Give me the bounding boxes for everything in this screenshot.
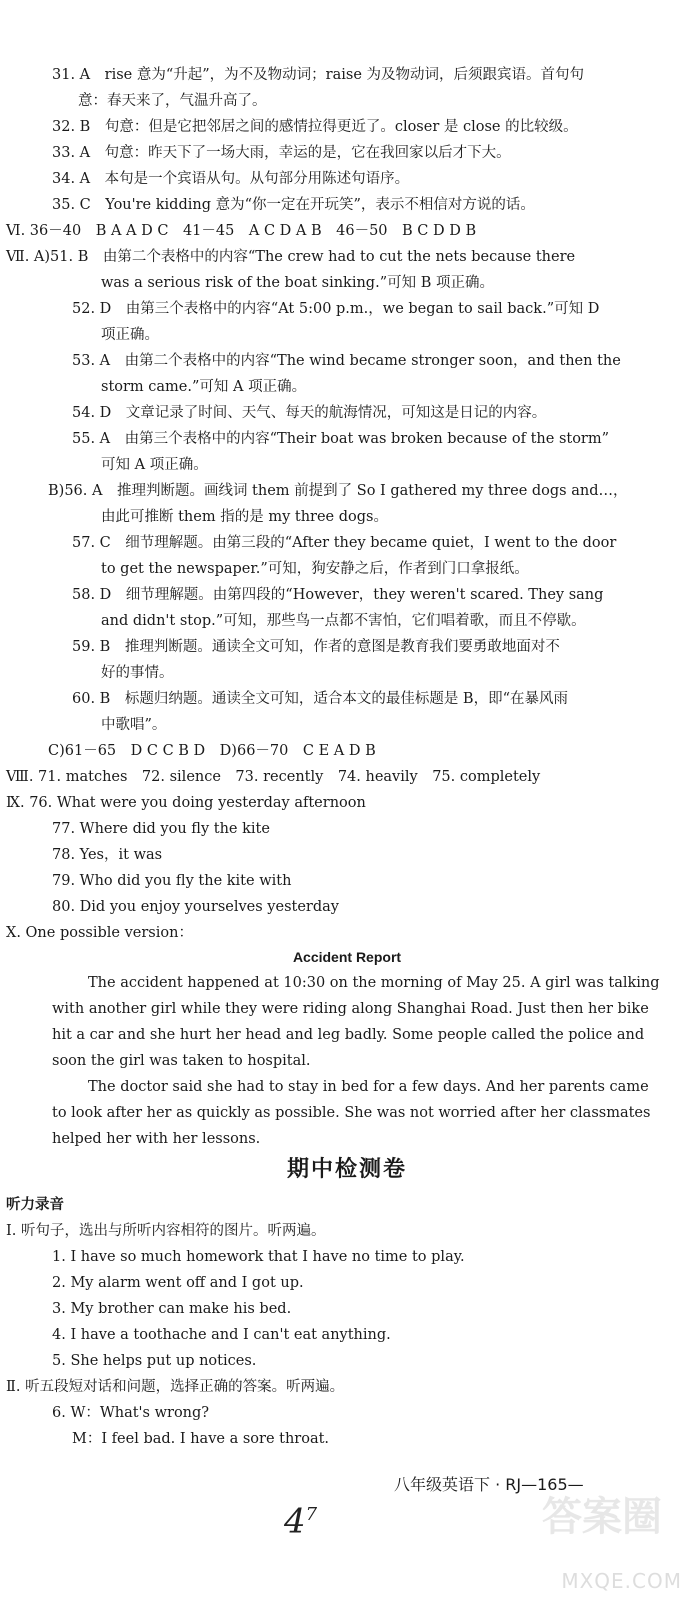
section-10-label: Ⅹ. One possible version：	[6, 925, 193, 941]
answer-53-line2: storm came.”可知 A 项正确。	[101, 379, 307, 395]
answer-56-line2: 由此可推断 them 指的是 my three dogs。	[101, 509, 388, 525]
listening-item-6: 6. W：What's wrong?	[52, 1405, 210, 1421]
answer-56-line1: B)56. A 推理判断题。画线词 them 前提到了 So I gathered my three dogs and…，	[48, 483, 628, 499]
answer-57-line1: 57. C 细节理解题。由第三段的“After they became quiet，I went to the door	[72, 535, 617, 551]
section-8-answers: Ⅷ. 71. matches 72. silence 73. recently 74. heavily 75. completely	[6, 769, 541, 785]
answer-33: 33. A 句意：昨天下了一场大雨，幸运的是，它在我回家以后才下大。	[52, 145, 511, 161]
answer-51-line2: was a serious risk of the boat sinking.”可知 B 项正确。	[101, 275, 494, 291]
answer-79: 79. Who did you fly the kite with	[52, 873, 292, 889]
essay-line-3: hit a car and she hurt her head and leg badly. Some people called the police and	[52, 1027, 645, 1043]
answer-31-line2: 意：春天来了，气温升高了。	[78, 93, 267, 109]
page-footer: 八年级英语下 · RJ—165—	[394, 1475, 584, 1494]
essay-line-6: to look after her as quickly as possible. She was not worried after her classmates	[52, 1105, 651, 1121]
answer-58-line1: 58. D 细节理解题。由第四段的“However，they weren't scared. They sang	[72, 587, 604, 603]
answer-55-line1: 55. A 由第三个表格中的内容“Their boat was broken because of the storm”	[72, 431, 610, 447]
watermark-logo: 答案圈	[542, 1494, 662, 1540]
listening-item-4: 4. I have a toothache and I can't eat anything.	[52, 1327, 391, 1343]
section-1-instructions: Ⅰ. 听句子，选出与所听内容相符的图片。听两遍。	[6, 1223, 326, 1239]
essay-line-7: helped her with her lessons.	[52, 1131, 261, 1147]
answer-60-line1: 60. B 标题归纳题。通读全文可知，适合本文的最佳标题是 B，即“在暴风雨	[72, 691, 568, 707]
answer-35: 35. C You're kidding 意为“你一定在开玩笑”，表示不相信对方说的话。	[52, 197, 535, 213]
answer-54: 54. D 文章记录了时间、天气、每天的航海情况，可知这是日记的内容。	[72, 405, 547, 421]
answer-53-line1: 53. A 由第二个表格中的内容“The wind became stronger soon，and then the	[72, 353, 621, 369]
answer-57-line2: to get the newspaper.”可知，狗安静之后，作者到门口拿报纸。	[101, 561, 529, 577]
essay-line-4: soon the girl was taken to hospital.	[52, 1053, 311, 1069]
answer-76: Ⅸ. 76. What were you doing yesterday afternoon	[6, 795, 366, 811]
listening-item-5: 5. She helps put up notices.	[52, 1353, 257, 1369]
answer-80: 80. Did you enjoy yourselves yesterday	[52, 899, 339, 915]
answer-52-line2: 项正确。	[101, 327, 159, 343]
listening-item-3: 3. My brother can make his bed.	[52, 1301, 292, 1317]
watermark	[472, 1494, 682, 1594]
essay-line-5: The doctor said she had to stay in bed for a few days. And her parents came	[88, 1079, 649, 1095]
answer-78: 78. Yes，it was	[52, 847, 163, 863]
answers-c-d: C)61－65 D C C B D D)66－70 C E A D B	[48, 743, 376, 759]
section-2-instructions: Ⅱ. 听五段短对话和问题，选择正确的答案。听两遍。	[6, 1379, 345, 1395]
listening-item-6-reply: M：I feel bad. I have a sore throat.	[72, 1431, 330, 1447]
answer-59-line2: 好的事情。	[101, 665, 174, 681]
answer-51-line1: Ⅶ. A)51. B 由第二个表格中的内容“The crew had to cut the nets because there	[6, 249, 576, 265]
essay-line-1: The accident happened at 10:30 on the morning of May 25. A girl was talking	[88, 975, 660, 991]
midterm-title: 期中检测卷	[286, 1156, 407, 1181]
answer-32: 32. B 句意：但是它把邻居之间的感情拉得更近了。closer 是 close 的比较级。	[52, 119, 578, 135]
listening-item-2: 2. My alarm went off and I got up.	[52, 1275, 304, 1291]
handwritten-note: $4^7$	[284, 1501, 318, 1542]
answer-34: 34. A 本句是一个宾语从句。从句部分用陈述句语序。	[52, 171, 410, 187]
answer-52-line1: 52. D 由第三个表格中的内容“At 5:00 p.m.，we began to sail back.”可知 D	[72, 301, 600, 317]
listening-item-1: 1. I have so much homework that I have no time to play.	[52, 1249, 465, 1265]
watermark-url: MXQE.COM	[561, 1569, 682, 1593]
answer-31-line1: 31. A rise 意为“升起”，为不及物动词；raise 为及物动词，后须跟宾语。首句句	[52, 67, 585, 83]
essay-title: Accident Report	[292, 949, 402, 965]
answer-60-line2: 中歌唱”。	[101, 717, 167, 733]
section-6-answers: Ⅵ. 36－40 B A A D C 41－45 A C D A B 46－50 B C D D B	[6, 223, 477, 239]
answer-77: 77. Where did you fly the kite	[52, 821, 270, 837]
answer-58-line2: and didn't stop.”可知，那些鸟一点都不害怕，它们唱着歌，而且不停歇。	[101, 613, 586, 629]
answer-55-line2: 可知 A 项正确。	[101, 457, 208, 473]
answer-59-line1: 59. B 推理判断题。通读全文可知，作者的意图是教育我们要勇敢地面对不	[72, 639, 560, 655]
listening-label: 听力录音	[6, 1197, 64, 1213]
essay-line-2: with another girl while they were riding along Shanghai Road. Just then her bike	[52, 1001, 649, 1017]
